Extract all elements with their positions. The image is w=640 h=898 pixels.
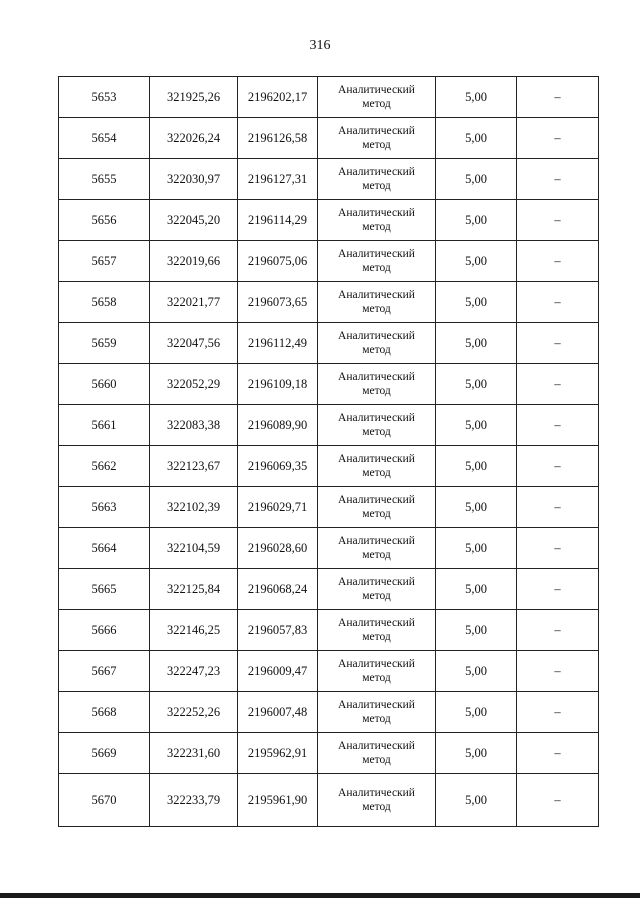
note-cell: – <box>517 241 599 282</box>
precision-cell: 5,00 <box>436 446 517 487</box>
x-coordinate-cell: 322252,26 <box>150 692 238 733</box>
method-cell <box>318 282 436 323</box>
x-coordinate-cell: 322052,29 <box>150 364 238 405</box>
point-number-cell: 5664 <box>59 528 150 569</box>
method-line-2: метод <box>362 98 391 110</box>
note-cell: – <box>517 77 599 118</box>
table-row <box>59 323 599 364</box>
precision-cell: 5,00 <box>436 774 517 827</box>
method-cell <box>318 118 436 159</box>
precision-cell: 5,00 <box>436 200 517 241</box>
point-number-cell: 5653 <box>59 77 150 118</box>
method-cell <box>318 405 436 446</box>
y-coordinate-cell: 2196109,18 <box>238 364 318 405</box>
method-cell <box>318 241 436 282</box>
note-cell: – <box>517 118 599 159</box>
precision-cell: 5,00 <box>436 733 517 774</box>
y-coordinate-cell: 2196028,60 <box>238 528 318 569</box>
x-coordinate-cell: 322233,79 <box>150 774 238 827</box>
precision-cell: 5,00 <box>436 241 517 282</box>
method-cell <box>318 733 436 774</box>
note-cell: – <box>517 159 599 200</box>
precision-cell: 5,00 <box>436 323 517 364</box>
y-coordinate-cell: 2196114,29 <box>238 200 318 241</box>
table-row <box>59 405 599 446</box>
method-cell <box>318 364 436 405</box>
note-cell: – <box>517 692 599 733</box>
note-cell: – <box>517 733 599 774</box>
note-cell: – <box>517 528 599 569</box>
x-coordinate-cell: 322030,97 <box>150 159 238 200</box>
method-line-1: Аналитический <box>338 412 415 424</box>
x-coordinate-cell: 322146,25 <box>150 610 238 651</box>
method-line-2: метод <box>362 139 391 151</box>
y-coordinate-cell: 2196075,06 <box>238 241 318 282</box>
method-cell <box>318 159 436 200</box>
method-line-2: метод <box>362 672 391 684</box>
y-coordinate-cell: 2196029,71 <box>238 487 318 528</box>
x-coordinate-cell: 322047,56 <box>150 323 238 364</box>
method-line-2: метод <box>362 801 391 813</box>
point-number-cell: 5658 <box>59 282 150 323</box>
table-row <box>59 282 599 323</box>
method-line-2: метод <box>362 262 391 274</box>
note-cell: – <box>517 405 599 446</box>
method-line-1: Аналитический <box>338 740 415 752</box>
note-cell: – <box>517 569 599 610</box>
method-line-2: метод <box>362 590 391 602</box>
method-cell <box>318 569 436 610</box>
precision-cell: 5,00 <box>436 405 517 446</box>
y-coordinate-cell: 2195962,91 <box>238 733 318 774</box>
precision-cell: 5,00 <box>436 159 517 200</box>
table-row <box>59 77 599 118</box>
method-line-2: метод <box>362 508 391 520</box>
precision-cell: 5,00 <box>436 487 517 528</box>
precision-cell: 5,00 <box>436 528 517 569</box>
method-line-2: метод <box>362 344 391 356</box>
y-coordinate-cell: 2195961,90 <box>238 774 318 827</box>
method-line-2: метод <box>362 303 391 315</box>
table-row <box>59 528 599 569</box>
precision-cell: 5,00 <box>436 692 517 733</box>
x-coordinate-cell: 322026,24 <box>150 118 238 159</box>
method-line-1: Аналитический <box>338 535 415 547</box>
x-coordinate-cell: 322123,67 <box>150 446 238 487</box>
method-line-2: метод <box>362 221 391 233</box>
method-line-2: метод <box>362 467 391 479</box>
method-cell <box>318 200 436 241</box>
method-cell <box>318 692 436 733</box>
method-line-1: Аналитический <box>338 125 415 137</box>
precision-cell: 5,00 <box>436 569 517 610</box>
method-line-1: Аналитический <box>338 371 415 383</box>
point-number-cell: 5655 <box>59 159 150 200</box>
point-number-cell: 5654 <box>59 118 150 159</box>
point-number-cell: 5665 <box>59 569 150 610</box>
note-cell: – <box>517 610 599 651</box>
y-coordinate-cell: 2196073,65 <box>238 282 318 323</box>
y-coordinate-cell: 2196069,35 <box>238 446 318 487</box>
method-cell <box>318 774 436 827</box>
method-cell <box>318 651 436 692</box>
y-coordinate-cell: 2196202,17 <box>238 77 318 118</box>
precision-cell: 5,00 <box>436 118 517 159</box>
x-coordinate-cell: 322083,38 <box>150 405 238 446</box>
x-coordinate-cell: 322104,59 <box>150 528 238 569</box>
point-number-cell: 5662 <box>59 446 150 487</box>
precision-cell: 5,00 <box>436 364 517 405</box>
method-cell <box>318 487 436 528</box>
x-coordinate-cell: 322102,39 <box>150 487 238 528</box>
precision-cell: 5,00 <box>436 282 517 323</box>
table-row <box>59 159 599 200</box>
method-cell <box>318 77 436 118</box>
point-number-cell: 5666 <box>59 610 150 651</box>
method-line-1: Аналитический <box>338 576 415 588</box>
x-coordinate-cell: 321925,26 <box>150 77 238 118</box>
method-line-1: Аналитический <box>338 207 415 219</box>
method-cell <box>318 528 436 569</box>
scan-bottom-edge <box>0 893 640 898</box>
note-cell: – <box>517 323 599 364</box>
x-coordinate-cell: 322125,84 <box>150 569 238 610</box>
y-coordinate-cell: 2196126,58 <box>238 118 318 159</box>
method-line-1: Аналитический <box>338 617 415 629</box>
y-coordinate-cell: 2196089,90 <box>238 405 318 446</box>
method-cell <box>318 446 436 487</box>
note-cell: – <box>517 200 599 241</box>
method-line-2: метод <box>362 713 391 725</box>
x-coordinate-cell: 322231,60 <box>150 733 238 774</box>
table-row <box>59 487 599 528</box>
method-line-2: метод <box>362 754 391 766</box>
y-coordinate-cell: 2196112,49 <box>238 323 318 364</box>
method-line-1: Аналитический <box>338 289 415 301</box>
x-coordinate-cell: 322045,20 <box>150 200 238 241</box>
method-line-1: Аналитический <box>338 330 415 342</box>
point-number-cell: 5656 <box>59 200 150 241</box>
note-cell: – <box>517 651 599 692</box>
method-cell <box>318 610 436 651</box>
note-cell: – <box>517 282 599 323</box>
precision-cell: 5,00 <box>436 77 517 118</box>
method-line-1: Аналитический <box>338 248 415 260</box>
point-number-cell: 5659 <box>59 323 150 364</box>
y-coordinate-cell: 2196057,83 <box>238 610 318 651</box>
x-coordinate-cell: 322021,77 <box>150 282 238 323</box>
table-body <box>59 77 599 827</box>
method-line-1: Аналитический <box>338 84 415 96</box>
y-coordinate-cell: 2196127,31 <box>238 159 318 200</box>
table-row <box>59 692 599 733</box>
point-number-cell: 5670 <box>59 774 150 827</box>
method-line-1: Аналитический <box>338 699 415 711</box>
table-row <box>59 118 599 159</box>
table-row <box>59 200 599 241</box>
y-coordinate-cell: 2196007,48 <box>238 692 318 733</box>
method-line-1: Аналитический <box>338 453 415 465</box>
point-number-cell: 5657 <box>59 241 150 282</box>
method-line-1: Аналитический <box>338 658 415 670</box>
point-number-cell: 5661 <box>59 405 150 446</box>
note-cell: – <box>517 364 599 405</box>
table-row <box>59 446 599 487</box>
method-cell <box>318 323 436 364</box>
precision-cell: 5,00 <box>436 610 517 651</box>
note-cell: – <box>517 774 599 827</box>
point-number-cell: 5669 <box>59 733 150 774</box>
point-number-cell: 5663 <box>59 487 150 528</box>
method-line-2: метод <box>362 385 391 397</box>
method-line-2: метод <box>362 549 391 561</box>
coordinates-table <box>58 76 599 827</box>
method-line-1: Аналитический <box>338 494 415 506</box>
table-row <box>59 774 599 827</box>
x-coordinate-cell: 322247,23 <box>150 651 238 692</box>
point-number-cell: 5667 <box>59 651 150 692</box>
note-cell: – <box>517 487 599 528</box>
y-coordinate-cell: 2196009,47 <box>238 651 318 692</box>
note-cell: – <box>517 446 599 487</box>
page-number: 316 <box>309 38 331 53</box>
table-row <box>59 569 599 610</box>
table-row <box>59 241 599 282</box>
table-row <box>59 651 599 692</box>
x-coordinate-cell: 322019,66 <box>150 241 238 282</box>
y-coordinate-cell: 2196068,24 <box>238 569 318 610</box>
precision-cell: 5,00 <box>436 651 517 692</box>
method-line-2: метод <box>362 180 391 192</box>
method-line-2: метод <box>362 426 391 438</box>
method-line-2: метод <box>362 631 391 643</box>
table-row <box>59 610 599 651</box>
table-row <box>59 364 599 405</box>
method-line-1: Аналитический <box>338 787 415 799</box>
point-number-cell: 5660 <box>59 364 150 405</box>
table-row <box>59 733 599 774</box>
method-line-1: Аналитический <box>338 166 415 178</box>
point-number-cell: 5668 <box>59 692 150 733</box>
